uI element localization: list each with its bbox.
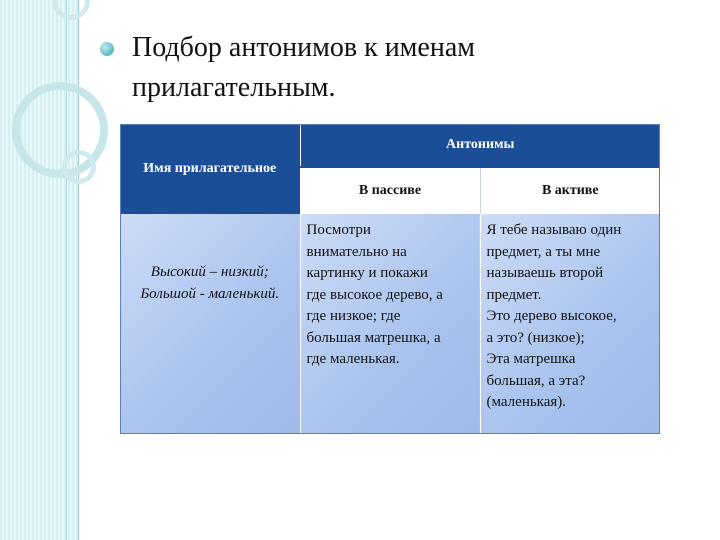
decorative-divider bbox=[66, 0, 67, 540]
passive-line: внимательно на bbox=[306, 243, 407, 260]
slide-title bbox=[132, 28, 672, 108]
passive-line: где маленькая. bbox=[306, 351, 400, 367]
active-line: (маленькая). bbox=[486, 394, 567, 410]
passive-line: где низкое; где bbox=[306, 308, 401, 324]
passive-line: картинку и покажи bbox=[306, 265, 428, 281]
active-line: предмет, а ты мне bbox=[486, 243, 601, 260]
active-line: Я тебе называю один bbox=[486, 222, 622, 238]
cell-passive bbox=[300, 214, 480, 434]
passive-line: где высокое дерево, а bbox=[306, 286, 443, 303]
bullet-icon bbox=[100, 42, 114, 56]
active-line: Эта матрешка bbox=[486, 351, 576, 367]
active-line: называешь второй bbox=[486, 265, 604, 281]
example-line: Большой - маленький. bbox=[140, 285, 280, 302]
cell-active bbox=[480, 214, 660, 434]
header-adjective-line: прилагательное bbox=[174, 161, 277, 176]
title-line: прилагательным. bbox=[132, 72, 336, 103]
header-adjective-line: Имя bbox=[143, 161, 172, 176]
active-line: а это? (низкое); bbox=[486, 329, 585, 346]
active-line: Это дерево высокое, bbox=[486, 308, 617, 324]
passive-line: Посмотри bbox=[306, 222, 371, 238]
active-line: предмет. bbox=[486, 286, 542, 303]
antonyms-table bbox=[120, 124, 660, 434]
passive-line: большая матрешка, а bbox=[306, 329, 441, 346]
title-line: Подбор антонимов к именам bbox=[132, 32, 475, 63]
decorative-divider bbox=[78, 0, 79, 540]
header-antonyms: Антонимы bbox=[300, 124, 660, 167]
cell-examples bbox=[120, 214, 300, 434]
subheader-passive: В пассиве bbox=[300, 167, 480, 214]
subheader-active: В активе bbox=[480, 167, 660, 214]
example-line: Высокий – низкий; bbox=[150, 264, 269, 280]
active-line: большая, а эта? bbox=[486, 372, 586, 389]
header-adjective bbox=[120, 124, 300, 214]
decorative-ring bbox=[62, 150, 96, 184]
